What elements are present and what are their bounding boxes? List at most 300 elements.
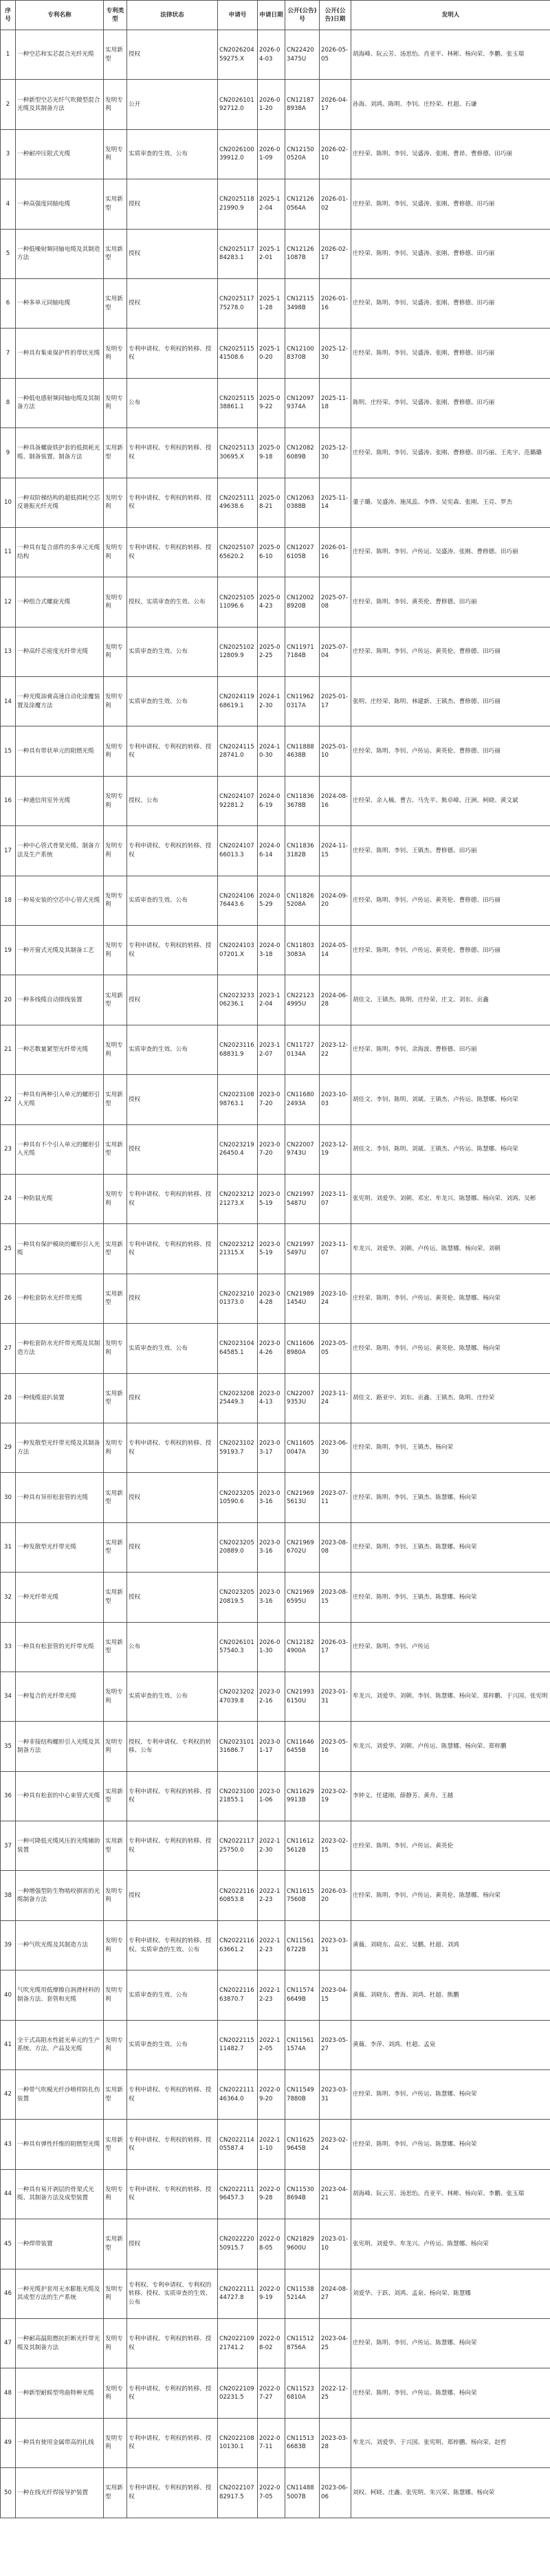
cell-patent-type: 发明专利	[104, 2318, 127, 2368]
cell-publication-number: CN219975487U	[285, 1174, 320, 1223]
cell-application-date: 2025-11-28	[258, 278, 285, 328]
cell-publication-number: CN121824900A	[285, 1622, 320, 1672]
cell-publication-date: 2024-08-27	[320, 2269, 351, 2318]
cell-index: 25	[1, 1224, 16, 1274]
cell-publication-number: CN218299600U	[285, 2219, 320, 2269]
cell-publication-date: 2023-03-31	[320, 1920, 351, 1970]
cell-legal-status: 专利申请权、专利权的转移、授权	[127, 2468, 218, 2518]
cell-publication-date: 2024-11-15	[320, 826, 351, 876]
table-row	[1, 726, 550, 776]
cell-patent-type: 发明专利	[104, 826, 127, 876]
cell-legal-status: 实质审查的生效、公布	[127, 677, 218, 726]
cell-inventors: 庄经荣、陈明、李钊、卢传运、黄英伦、陈慧娜、杨向荣	[351, 1324, 550, 1373]
table-row	[1, 1871, 550, 1920]
cell-publication-date: 2023-07-11	[320, 1473, 351, 1522]
cell-index: 23	[1, 1124, 16, 1174]
cell-legal-status: 授权	[127, 1075, 218, 1124]
cell-inventors: 庄经荣、陈明、李钊、卢传运、黄英伦、曹修德、田巧丽	[351, 627, 550, 676]
cell-inventors: 孙海、刘鸿、陈明、李钊、庄经荣、杜超、石谦	[351, 80, 550, 129]
cell-application-date: 2022-09-20	[258, 2070, 285, 2120]
cell-application-number: CN202211725750.0	[218, 1821, 258, 1871]
cell-index: 43	[1, 2120, 16, 2169]
cell-patent-name: 一种光缆油膏高速自动化涂覆装置及涂覆方法	[16, 677, 104, 726]
cell-publication-date: 2023-06-30	[320, 1423, 351, 1472]
cell-patent-name: 一种空芯和实芯混合光纤光缆	[16, 30, 104, 80]
cell-index: 4	[1, 179, 16, 229]
cell-inventors: 庄经荣、陈明、李钊、卢传运、黄英伦、陈慧娜、杨向荣	[351, 1274, 550, 1323]
table-row	[1, 1522, 550, 1572]
cell-legal-status: 公布	[127, 1622, 218, 1672]
cell-application-date: 2024-03-18	[258, 926, 285, 975]
cell-inventors: 牟龙兴、刘爱华、刘朝、李钊、陈慧娜、杨向荣、郑梓鹏、于兴国、张宪明	[351, 1672, 550, 1721]
cell-legal-status: 实质审查的生效、公布	[127, 1672, 218, 1721]
table-row	[1, 1324, 550, 1373]
cell-legal-status: 专利申请权、专利权的转移、授权、实质审查的生效、公布	[127, 1920, 218, 1970]
cell-index: 29	[1, 1423, 16, 1472]
cell-patent-name: 一种具有带状单元的阻燃光缆	[16, 726, 104, 776]
table-body	[1, 30, 550, 2518]
cell-index: 22	[1, 1075, 16, 1124]
cell-legal-status: 专利申请权、专利权的转移、授权	[127, 2169, 218, 2219]
cell-legal-status: 授权	[127, 1522, 218, 1572]
cell-application-number: CN202310131686.7	[218, 1722, 258, 1771]
header-patent-name: 专利名称	[16, 1, 104, 30]
cell-index: 24	[1, 1174, 16, 1223]
cell-inventors: 庄经荣、陈明、李钊、余海波、曹修德、田巧丽	[351, 1025, 550, 1074]
table-row	[1, 2219, 550, 2269]
cell-inventors: 刘爱华、于跃、刘鸿、孟泉、杨向荣、陈慧娜	[351, 2269, 550, 2318]
header-patent-type: 专利类型	[104, 1, 127, 30]
cell-application-number: CN202620459275.X	[218, 30, 258, 80]
table-row	[1, 129, 550, 179]
table-row	[1, 975, 550, 1025]
table-row	[1, 30, 550, 80]
cell-application-number: CN202211144727.8	[218, 2269, 258, 2318]
cell-legal-status: 专利申请权、专利权的转移、授权	[127, 1423, 218, 1472]
cell-inventors: 张宪明、刘爱华、牟龙兴、卢传运、陈慧娜、杨向荣	[351, 2219, 550, 2269]
cell-application-number: CN202510511096.6	[218, 577, 258, 627]
header-publication-number: 公开(公告)号	[285, 1, 320, 30]
cell-index: 18	[1, 876, 16, 925]
cell-legal-status: 授权	[127, 278, 218, 328]
cell-application-number: CN202610192712.0	[218, 80, 258, 129]
cell-patent-name: 一种多单元同轴电缆	[16, 278, 104, 328]
cell-patent-type: 实用新型	[104, 278, 127, 328]
cell-index: 31	[1, 1522, 16, 1572]
cell-publication-date: 2026-04-17	[320, 80, 351, 129]
cell-publication-date: 2026-05-05	[320, 30, 351, 80]
cell-publication-date: 2024-09-20	[320, 876, 351, 925]
cell-patent-type: 实用新型	[104, 1522, 127, 1572]
cell-index: 20	[1, 975, 16, 1025]
cell-application-number: CN202320520889.0	[218, 1522, 258, 1572]
cell-index: 12	[1, 577, 16, 627]
cell-application-date: 2022-08-02	[258, 2318, 285, 2368]
cell-publication-date: 2022-12-25	[320, 2368, 351, 2418]
cell-application-number: CN202310021855.1	[218, 1771, 258, 1821]
cell-legal-status: 实质审查的生效、公布	[127, 1970, 218, 2020]
table-row	[1, 2070, 550, 2120]
cell-patent-type: 实用新型	[104, 2120, 127, 2169]
cell-publication-date: 2023-04-25	[320, 2318, 351, 2368]
cell-patent-type: 发明专利	[104, 1174, 127, 1223]
cell-application-date: 2025-10-20	[258, 329, 285, 378]
cell-publication-number: CN219936150U	[285, 1672, 320, 1721]
table-row	[1, 926, 550, 975]
cell-application-date: 2025-02-25	[258, 627, 285, 676]
cell-patent-name: 一种松套防水光纤带光缆及其制造方法	[16, 1324, 104, 1373]
cell-publication-number: CN118033083A	[285, 926, 320, 975]
cell-legal-status: 实质审查的生效、公布	[127, 1025, 218, 1074]
table-row	[1, 2120, 550, 2169]
cell-application-date: 2022-12-23	[258, 1871, 285, 1920]
cell-publication-number: CN121008370B	[285, 329, 320, 378]
table-row	[1, 2169, 550, 2219]
cell-inventors: 陈明、庄经荣、李钊、吴盛涛、张刚、曹修德、田巧丽	[351, 378, 550, 428]
header-index: 序号	[1, 1, 16, 30]
cell-publication-number: CN120826089B	[285, 428, 320, 478]
cell-inventors: 庄经荣、陈明、李钊、王镇杰、陈慧娜、杨向荣	[351, 1473, 550, 1522]
cell-inventors: 庄经荣、陈明、李钊、卢传运、黄英伦、曹修德、田巧丽	[351, 726, 550, 776]
cell-application-date: 2022-11-10	[258, 2120, 285, 2169]
cell-application-number: CN202310898763.1	[218, 1075, 258, 1124]
cell-patent-name: 一种新型空芯光纤气吹微型混合光缆及其制备方法	[16, 80, 104, 129]
cell-application-number: CN202211405587.4	[218, 2120, 258, 2169]
cell-index: 45	[1, 2219, 16, 2269]
cell-publication-number: CN219891454U	[285, 1274, 320, 1323]
cell-publication-number: CN220079743U	[285, 1124, 320, 1174]
cell-index: 40	[1, 1970, 16, 2020]
cell-index: 11	[1, 527, 16, 577]
cell-application-date: 2025-09-18	[258, 428, 285, 478]
cell-patent-name: 一种非接结构螺形引入光缆及其制备方法	[16, 1722, 104, 1771]
cell-publication-date: 2026-01-16	[320, 278, 351, 328]
cell-patent-name: 一种高纤芯密度光纤带光缆	[16, 627, 104, 676]
cell-patent-name: 一种开窗式光缆及其制备工艺	[16, 926, 104, 975]
header-inventors: 发明人	[351, 1, 550, 30]
cell-patent-name: 一种防鼠光缆	[16, 1174, 104, 1223]
cell-publication-date: 2025-12-30	[320, 329, 351, 378]
cell-publication-number: CN120028920B	[285, 577, 320, 627]
cell-inventors: 庄经荣、陈明、李钊、吴盛涛、张刚、曹修德、田巧丽	[351, 229, 550, 278]
cell-publication-number: CN118363678B	[285, 776, 320, 825]
cell-publication-number: CN116068980A	[285, 1324, 320, 1373]
cell-publication-date: 2023-02-24	[320, 2120, 351, 2169]
cell-application-date: 2024-06-14	[258, 826, 285, 876]
cell-publication-number: CN116259645B	[285, 2120, 320, 2169]
cell-inventors: 黄薇、李萍、刘鸿、杜超、孟泉	[351, 2020, 550, 2069]
cell-application-number: CN202211146364.0	[218, 2070, 258, 2120]
cell-publication-date: 2026-02-17	[320, 229, 351, 278]
cell-patent-name: 一种易安装的空芯中心管式光缆	[16, 876, 104, 925]
cell-inventors: 庄经荣、陈明、李钊、黄英伦、曹修德、田巧丽	[351, 577, 550, 627]
cell-legal-status: 专利申请权、专利权的转移、授权	[127, 1174, 218, 1223]
cell-publication-date: 2023-04-15	[320, 1970, 351, 2020]
table-row	[1, 1473, 550, 1522]
cell-inventors: 庄经荣、陈明、李钊、卢传运、陈慧娜、杨向荣	[351, 2120, 550, 2169]
table-row	[1, 1821, 550, 1871]
cell-legal-status: 授权	[127, 1573, 218, 1622]
cell-publication-number: CN219975497U	[285, 1224, 320, 1274]
cell-inventors: 庄经荣、陈明、李钊、王镇杰、陈慧娜、杨向荣	[351, 1573, 550, 1622]
cell-patent-type: 实用新型	[104, 1274, 127, 1323]
cell-inventors: 胡佳文、路亚中、刘东、贡鑫、王镇杰、陈明、庄经荣	[351, 1373, 550, 1423]
cell-publication-number: CN221234995U	[285, 975, 320, 1025]
cell-publication-number: CN219696702U	[285, 1522, 320, 1572]
cell-patent-name: 一种双阶梯结构的超低损耗空芯反谐振光纤光缆	[16, 478, 104, 527]
cell-application-number: CN202320247039.8	[218, 1672, 258, 1721]
cell-application-date: 2026-04-03	[258, 30, 285, 80]
cell-inventors: 黄薇、刘晓东、高宏、吴鹏、杜超、刘鸿	[351, 1920, 550, 1970]
cell-patent-name: 一种发散型光纤带光缆及其制备方法	[16, 1423, 104, 1472]
table-row	[1, 1224, 550, 1274]
cell-patent-type: 实用新型	[104, 1821, 127, 1871]
cell-patent-type: 发明专利	[104, 1423, 127, 1472]
cell-index: 46	[1, 2269, 16, 2318]
cell-inventors: 庄经荣、陈明、李钊、王镇杰、陈慧娜、杨向荣	[351, 1522, 550, 1572]
table-row	[1, 1373, 550, 1423]
cell-publication-date: 2023-04-21	[320, 2169, 351, 2219]
cell-publication-date: 2023-05-27	[320, 2020, 351, 2069]
cell-legal-status: 实质审查的生效、公布	[127, 627, 218, 676]
cell-patent-name: 一种耐高温阻燃抗折断光纤带光缆及其制备方法	[16, 2318, 104, 2368]
cell-publication-date: 2026-01-16	[320, 527, 351, 577]
cell-publication-number: CN118884638B	[285, 726, 320, 776]
cell-publication-number: CN121260564A	[285, 179, 320, 229]
cell-publication-number: CN115746649B	[285, 1970, 320, 2020]
cell-index: 5	[1, 229, 16, 278]
cell-index: 50	[1, 2468, 16, 2518]
cell-publication-number: CN117270134A	[285, 1025, 320, 1074]
table-row	[1, 1920, 550, 1970]
cell-publication-number: CN120276105B	[285, 527, 320, 577]
cell-inventors: 胡佳文、李钊、陈明、刘斌、王镇杰、卢传运、陈慧娜、杨向荣	[351, 1075, 550, 1124]
cell-publication-number: CN115385214A	[285, 2269, 320, 2318]
cell-publication-number: CN115236810A	[285, 2368, 320, 2418]
cell-patent-type: 发明专利	[104, 1324, 127, 1373]
cell-patent-name: 一种具有使用金属带高的扎线	[16, 2418, 104, 2467]
cell-publication-date: 2025-11-18	[320, 378, 351, 428]
cell-legal-status: 授权	[127, 1274, 218, 1323]
cell-application-date: 2023-04-28	[258, 1274, 285, 1323]
cell-publication-date: 2023-06-06	[320, 2468, 351, 2518]
cell-patent-type: 发明专利	[104, 726, 127, 776]
cell-legal-status: 专利申请权、专利权的转移、授权	[127, 2368, 218, 2418]
cell-patent-type: 发明专利	[104, 876, 127, 925]
cell-publication-date: 2023-02-19	[320, 1771, 351, 1821]
cell-publication-date: 2025-01-10	[320, 726, 351, 776]
cell-publication-date: 2023-11-07	[320, 1174, 351, 1223]
header-publication-date: 公开(公告)日期	[320, 1, 351, 30]
cell-patent-type: 实用新型	[104, 1473, 127, 1522]
cell-legal-status: 授权	[127, 1124, 218, 1174]
cell-patent-type: 发明专利	[104, 378, 127, 428]
cell-application-date: 2023-01-17	[258, 1722, 285, 1771]
cell-publication-date: 2023-03-28	[320, 2418, 351, 2467]
cell-application-date: 2026-01-20	[258, 80, 285, 129]
table-row	[1, 378, 550, 428]
cell-legal-status: 专利申请权、专利权的转移、授权	[127, 1771, 218, 1821]
cell-inventors: 黄薇、刘晓东、曹海、刘鸿、杜超、熊鹏	[351, 1970, 550, 2020]
cell-application-date: 2022-07-27	[258, 2368, 285, 2418]
cell-index: 2	[1, 80, 16, 129]
cell-publication-date: 2024-08-16	[320, 776, 351, 825]
cell-application-date: 2023-07-20	[258, 1124, 285, 1174]
cell-publication-date: 2023-01-31	[320, 1672, 351, 1721]
cell-patent-name: 一种低噪射频同轴电缆及其制造方法	[16, 229, 104, 278]
cell-application-number: CN202211663661.2	[218, 1920, 258, 1970]
cell-patent-name: 一种具有保护模块的螺形引入光缆	[16, 1224, 104, 1274]
cell-application-date: 2022-08-05	[258, 2219, 285, 2269]
cell-application-number: CN202320825449.3	[218, 1373, 258, 1423]
cell-patent-name: 一种线缆退扒装置	[16, 1373, 104, 1423]
cell-patent-type: 实用新型	[104, 1373, 127, 1423]
cell-publication-date: 2026-02-10	[320, 129, 351, 179]
cell-patent-name: 一种具备螺旋铁护套的低损耗光缆、制备装置、制备方法	[16, 428, 104, 478]
cell-index: 15	[1, 726, 16, 776]
cell-index: 9	[1, 428, 16, 478]
cell-publication-number: CN121153498B	[285, 278, 320, 328]
cell-legal-status: 授权、专利申请权、专利权的转移、公布	[127, 1722, 218, 1771]
cell-index: 8	[1, 378, 16, 428]
cell-index: 16	[1, 776, 16, 825]
cell-inventors: 胡佳文、李钊、陈明、刘斌、王镇杰、卢传运、陈慧娜、杨向荣	[351, 1124, 550, 1174]
header-application-date: 申请日期	[258, 1, 285, 30]
cell-inventors: 庄经荣、陈明、李钊、卢传运、黄英伦	[351, 1821, 550, 1871]
cell-index: 14	[1, 677, 16, 726]
table-row	[1, 2020, 550, 2069]
cell-legal-status: 专利申请权、专利权的转移、授权	[127, 726, 218, 776]
cell-index: 48	[1, 2368, 16, 2418]
cell-application-number: CN202210921741.2	[218, 2318, 258, 2368]
cell-application-date: 2026-01-30	[258, 1622, 285, 1672]
cell-index: 13	[1, 627, 16, 676]
cell-publication-date: 2023-03-31	[320, 2070, 351, 2120]
table-row	[1, 1672, 550, 1721]
cell-application-number: CN202211511482.7	[218, 2020, 258, 2069]
cell-legal-status: 专利申请权、专利权的转移、授权	[127, 826, 218, 876]
cell-index: 44	[1, 2169, 16, 2219]
cell-legal-status: 专利申请权、专利权的转移、授权	[127, 329, 218, 378]
table-row	[1, 1423, 550, 1472]
cell-application-date: 2022-07-11	[258, 2418, 285, 2467]
cell-patent-name: 一种多线缆自动排线装置	[16, 975, 104, 1025]
cell-patent-name: 一种耐冲压阻式光缆	[16, 129, 104, 179]
cell-publication-number: CN116157560B	[285, 1871, 320, 1920]
table-row	[1, 1622, 550, 1672]
cell-patent-name: 一种具有弹性纤维的阻燃型光缆	[16, 2120, 104, 2169]
table-row	[1, 2318, 550, 2368]
cell-publication-date: 2026-03-17	[320, 1622, 351, 1672]
cell-application-date: 2024-12-30	[258, 677, 285, 726]
cell-application-number: CN202310464585.1	[218, 1324, 258, 1373]
cell-patent-type: 实用新型	[104, 2070, 127, 2120]
header-legal-status: 法律状态	[127, 1, 218, 30]
cell-index: 47	[1, 2318, 16, 2368]
cell-publication-date: 2024-06-28	[320, 975, 351, 1025]
cell-legal-status: 授权	[127, 229, 218, 278]
cell-publication-number: CN219696595U	[285, 1573, 320, 1622]
cell-inventors: 庄经荣、陈明、李钊、卢传运、陈慧娜、杨向荣	[351, 2368, 550, 2418]
cell-application-date: 2023-02-16	[258, 1672, 285, 1721]
cell-application-date: 2026-01-09	[258, 129, 285, 179]
cell-publication-date: 2025-12-30	[320, 428, 351, 478]
cell-application-date: 2023-03-16	[258, 1473, 285, 1522]
cell-application-number: CN202511149638.6	[218, 478, 258, 527]
cell-patent-type: 发明专利	[104, 1970, 127, 2020]
cell-patent-type: 发明专利	[104, 577, 127, 627]
cell-index: 17	[1, 826, 16, 876]
cell-publication-date: 2024-05-14	[320, 926, 351, 975]
table-row	[1, 876, 550, 925]
cell-patent-type: 实用新型	[104, 2219, 127, 2269]
cell-inventors: 庄经荣、陈明、李钊、吴盛涛、张刚、曹修德、田巧丽、王兆宇、范璐璐	[351, 428, 550, 478]
cell-patent-type: 实用新型	[104, 1075, 127, 1124]
cell-patent-type: 发明专利	[104, 129, 127, 179]
cell-legal-status: 专利申请权、专利权的转移、授权	[127, 2120, 218, 2169]
cell-publication-date: 2023-12-19	[320, 1124, 351, 1174]
cell-patent-type: 实用新型	[104, 1224, 127, 1274]
table-row	[1, 577, 550, 627]
cell-application-date: 2023-04-26	[258, 1324, 285, 1373]
cell-legal-status: 授权	[127, 1473, 218, 1522]
cell-publication-date: 2023-02-15	[320, 1821, 351, 1871]
table-row	[1, 1771, 550, 1821]
cell-patent-type: 发明专利	[104, 2020, 127, 2069]
table-row	[1, 2468, 550, 2518]
cell-inventors: 董子璐、吴盛涛、施凤蕊、李烨、吴宪森、张刚、王亮、罗杰	[351, 478, 550, 527]
cell-patent-name: 全干式高阻水性能光单元的生产系统、方法、产品及光缆	[16, 2020, 104, 2069]
cell-application-number: CN202511821990.9	[218, 179, 258, 229]
cell-index: 27	[1, 1324, 16, 1373]
table-row	[1, 1722, 550, 1771]
cell-patent-type: 发明专利	[104, 627, 127, 676]
cell-index: 26	[1, 1274, 16, 1323]
cell-publication-date: 2023-12-22	[320, 1025, 351, 1074]
cell-publication-date: 2023-05-05	[320, 1324, 351, 1373]
cell-publication-number: CN220079353U	[285, 1373, 320, 1423]
cell-patent-type: 实用新型	[104, 30, 127, 80]
cell-legal-status: 专利申请权、专利权的转移、授权	[127, 527, 218, 577]
cell-inventors: 庄经荣、陈明、李钊、王镇杰、杨向荣	[351, 1423, 550, 1472]
cell-patent-type: 发明专利	[104, 527, 127, 577]
cell-legal-status: 专利申请权、专利权的转移、授权	[127, 926, 218, 975]
cell-patent-name: 一种高强度同轴电缆	[16, 179, 104, 229]
cell-publication-number: CN121878938A	[285, 80, 320, 129]
cell-patent-name: 一种可降低光缆风压的光缆辅助装置	[16, 1821, 104, 1871]
cell-index: 1	[1, 30, 16, 80]
table-row	[1, 1573, 550, 1622]
cell-patent-name: 一种复合的光纤带光缆	[16, 1672, 104, 1721]
table-row	[1, 1124, 550, 1174]
cell-publication-date: 2023-01-10	[320, 2219, 351, 2269]
cell-index: 33	[1, 1622, 16, 1672]
cell-patent-type: 发明专利	[104, 329, 127, 378]
cell-application-number: CN202511541508.6	[218, 329, 258, 378]
cell-index: 3	[1, 129, 16, 179]
cell-publication-number: CN118265208A	[285, 876, 320, 925]
cell-application-number: CN202321926450.4	[218, 1124, 258, 1174]
cell-application-number: CN202210782917.5	[218, 2468, 258, 2518]
cell-publication-date: 2025-07-04	[320, 627, 351, 676]
cell-patent-type: 发明专利	[104, 2368, 127, 2418]
cell-publication-number: CN114885007B	[285, 2468, 320, 2518]
cell-publication-number: CN116125612B	[285, 1821, 320, 1871]
table-row	[1, 428, 550, 478]
cell-patent-name: 一种具有松套的中心束管式光缆	[16, 1771, 104, 1821]
cell-patent-name: 一种具有两种引入单元的螺形引入光缆	[16, 1075, 104, 1124]
cell-application-date: 2024-06-19	[258, 776, 285, 825]
